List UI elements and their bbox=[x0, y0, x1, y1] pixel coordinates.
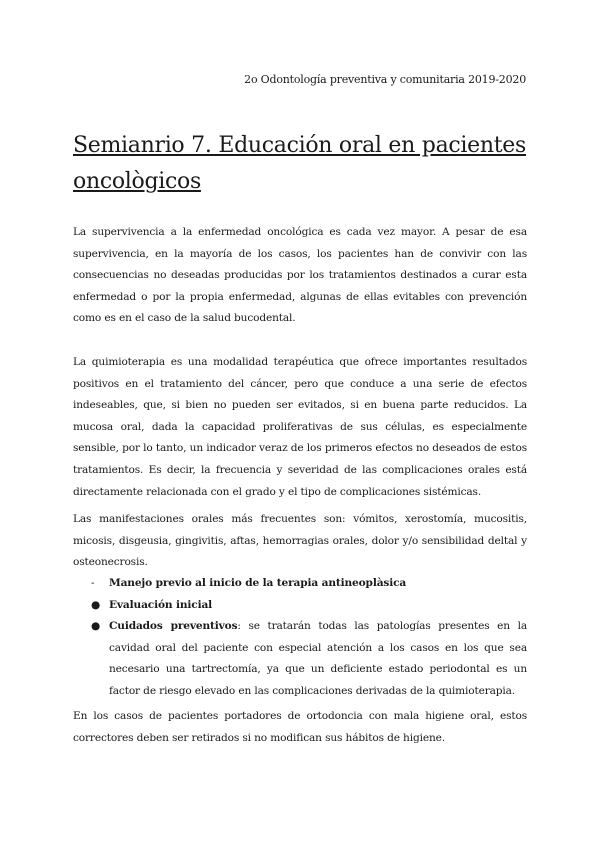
bullet-marker: ● bbox=[91, 598, 101, 611]
dash-marker: - bbox=[91, 577, 95, 589]
paragraph-manifestations: Las manifestaciones orales más frecuentes son: vómitos, xerostomía, mucositis, micosis, disgeusia, gingivitis, aftas, hemorragias orales, dolor y/o sensibilidad deltal y osteonecrosis. bbox=[73, 513, 527, 569]
paragraph-intro: La supervivencia a la enfermedad oncológica es cada vez mayor. A pesar de esa supervivencia, en la mayoría de los casos, los pacientes han de convivir con las consecuencias no deseadas producidas por los tratamientos destinados a curar esta enfermedad o por la propia enfermedad, algunas de ellas evitables con prevención como es en el caso de la salud bucodental. bbox=[73, 226, 527, 325]
list-item bbox=[73, 616, 527, 702]
paragraph-orthodontics: En los casos de pacientes portadores de ortodoncia con mala higiene oral, estos correctores deben ser retirados si no modifican sus hábitos de higiene. bbox=[73, 710, 527, 744]
list-item-heading: Cuidados preventivos bbox=[109, 620, 238, 633]
bullet-marker: ● bbox=[91, 620, 101, 633]
care-list bbox=[73, 573, 527, 703]
paragraph-chemotherapy: La quimioterapia es una modalidad terapéutica que ofrece importantes resultados positivos en el tratamiento del cáncer, pero que conduce a una serie de efectos indeseables, que, si bien no pueden ser evitados, si en buena parte reducidos. La mucosa oral, dada la capacidad proliferativas de sus células, es especialmente sensible, por lo tanto, un indicador veraz de los primeros efectos no deseados de estos tratamientos. Es decir, la frecuencia y severidad de las complicaciones orales está directamente relacionada con el grado y el tipo de complicaciones sistémicas. bbox=[73, 356, 527, 498]
list-item bbox=[73, 595, 527, 617]
document-title-line-2: oncològicos bbox=[73, 169, 201, 194]
list-item-heading: Manejo previo al inicio de la terapia antineoplàsica bbox=[109, 577, 407, 589]
document-title-line-1: Semianrio 7. Educación oral en pacientes bbox=[73, 133, 526, 158]
list-item bbox=[73, 573, 527, 595]
list-item-heading: Evaluación inicial bbox=[109, 598, 213, 611]
page-header: 2o Odontología preventiva y comunitaria 2019-2020 bbox=[244, 73, 526, 86]
list-item-text: : se tratarán todas las patologías presentes en la cavidad oral del paciente con especial atención a los casos en los que sea necesario una tartrectomía, ya que un deficiente estado periodontal es un factor de riesgo elevado en las complicaciones derivadas de la quimioterapia. bbox=[109, 620, 527, 697]
